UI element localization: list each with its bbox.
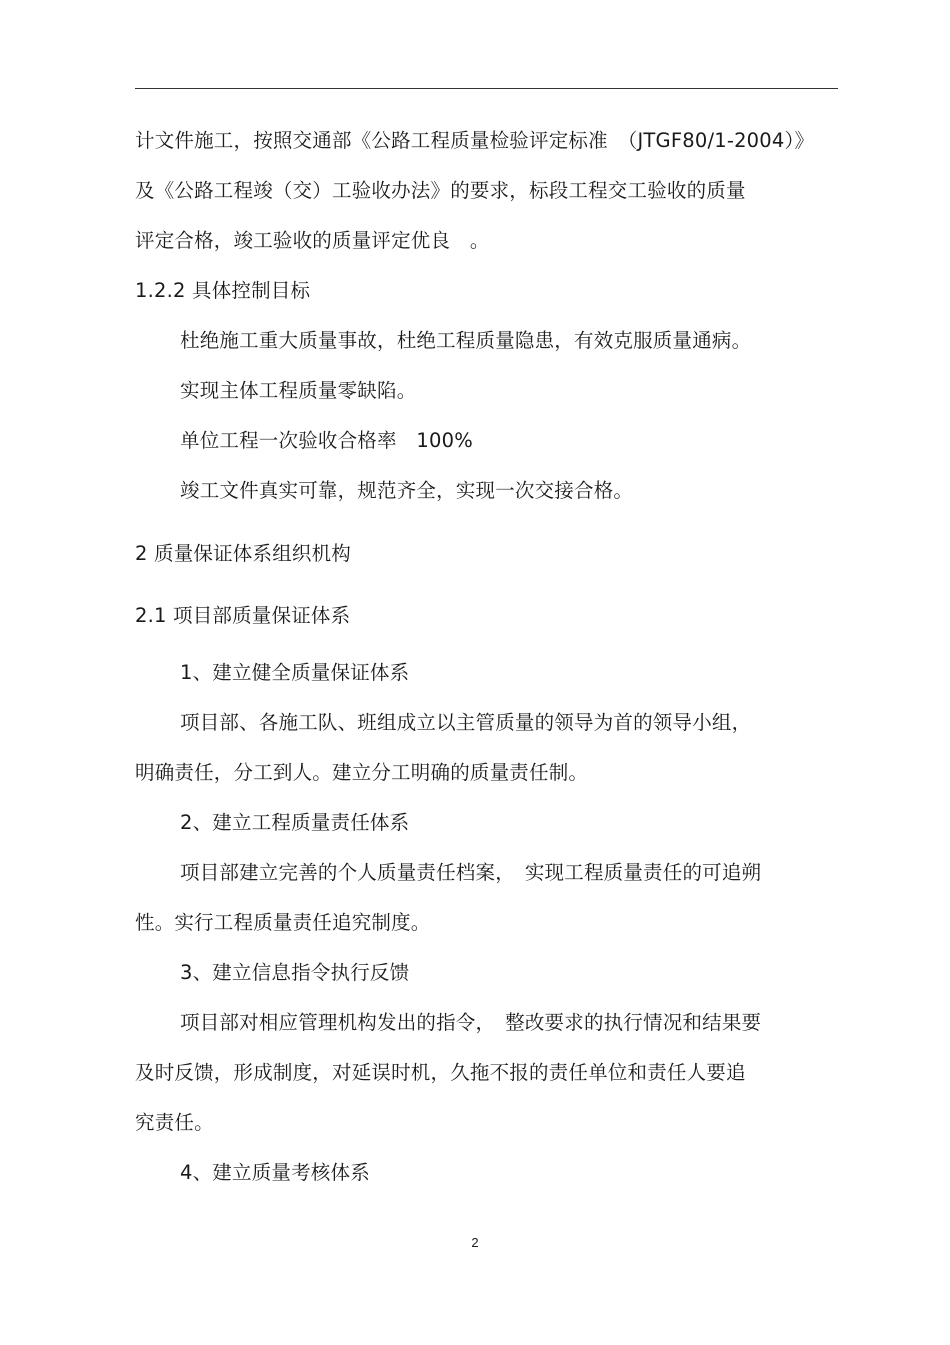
subsection-heading: 2、建立工程质量责任体系	[180, 811, 410, 834]
subsection-heading: 4、建立质量考核体系	[180, 1161, 370, 1184]
body-text-line: 计文件施工，按照交通部《公路工程质量检验评定标准 （JTGF80/1-2004）》	[135, 129, 815, 152]
body-text-line: 单位工程一次验收合格率 100%	[180, 429, 473, 452]
body-text-line: 及《公路工程竣（交）工验收办法》的要求，标段工程交工验收的质量	[135, 179, 746, 202]
body-text-line: 竣工文件真实可靠，规范齐全，实现一次交接合格。	[180, 479, 634, 502]
body-text-line: 项目部对相应管理机构发出的指令， 整改要求的执行情况和结果要	[180, 1011, 762, 1034]
body-text-line: 明确责任，分工到人。建立分工明确的质量责任制。	[135, 761, 589, 784]
body-text-line: 评定合格，竣工验收的质量评定优良 。	[135, 229, 490, 252]
header-rule	[135, 88, 838, 89]
section-heading: 2 质量保证体系组织机构	[135, 542, 352, 565]
body-text-line: 实现主体工程质量零缺陷。	[180, 379, 417, 402]
section-heading: 2.1 项目部质量保证体系	[135, 604, 351, 627]
body-text-line: 杜绝施工重大质量事故，杜绝工程质量隐患，有效克服质量通病。	[180, 329, 752, 352]
body-text-line: 究责任。	[135, 1111, 214, 1134]
body-text-line: 性。实行工程质量责任追究制度。	[135, 911, 431, 934]
body-text-line: 项目部建立完善的个人质量责任档案， 实现工程质量责任的可追朔	[180, 861, 762, 884]
body-text-line: 项目部、各施工队、班组成立以主管质量的领导为首的领导小组，	[180, 711, 752, 734]
body-text-line: 及时反馈，形成制度，对延误时机，久拖不报的责任单位和责任人要追	[135, 1061, 746, 1084]
subsection-heading: 3、建立信息指令执行反馈	[180, 961, 410, 984]
subsection-heading: 1、建立健全质量保证体系	[180, 661, 410, 684]
section-heading: 1.2.2 具体控制目标	[135, 279, 311, 302]
page-number: 2	[471, 1235, 479, 1250]
